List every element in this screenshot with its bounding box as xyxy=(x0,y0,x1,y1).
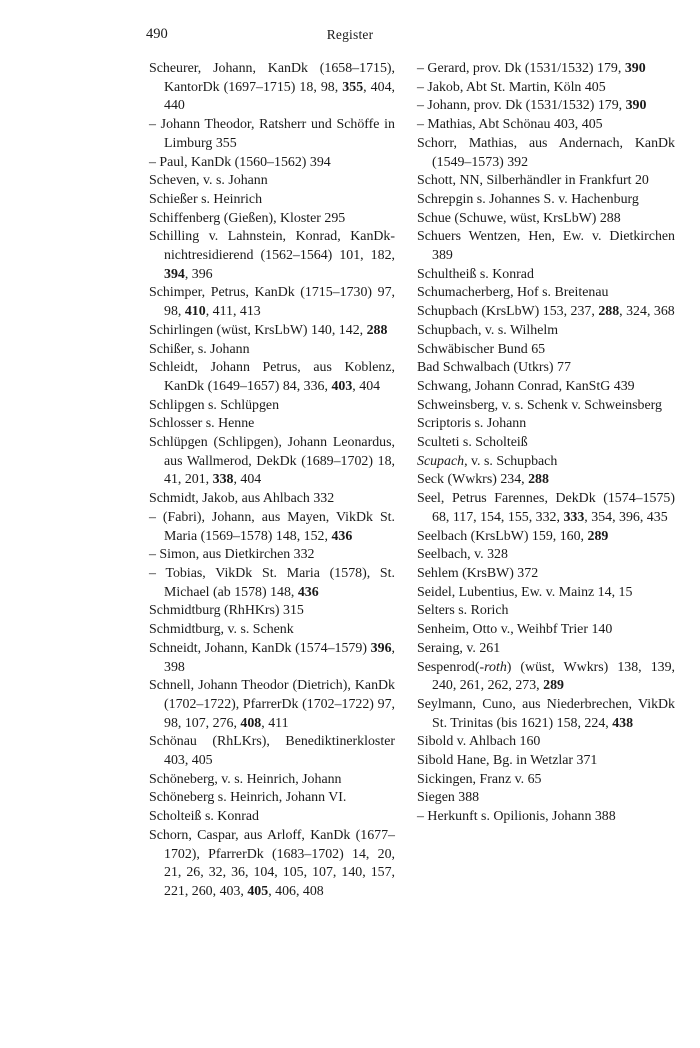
index-entry: Seraing, v. 261 xyxy=(417,640,501,656)
index-entry: Scheurer, Johann, KanDk (1658–1715), KantorDk (1697–1715) 18, 98, 355, 404, 440 xyxy=(149,61,395,114)
index-entry: Seylmann, Cuno, aus Niederbrechen, VikDk St. Trinitas (bis 1621) 158, 224, 438 xyxy=(417,696,675,731)
index-entry: Schilling v. Lahnstein, Konrad, KanDk-nichtresidierend (1562–1564) 101, 182, 394, 396 xyxy=(149,229,395,282)
index-entry: Schmidtburg (RhHKrs) 315 xyxy=(149,603,304,619)
index-entry: Schleidt, Johann Petrus, aus Koblenz, KanDk (1649–1657) 84, 336, 403, 404 xyxy=(149,360,395,394)
index-entry: Schießer s. Heinrich xyxy=(149,191,263,207)
index-entry: Senheim, Otto v., Weihbf Trier 140 xyxy=(417,622,613,638)
index-entry: Scriptoris s. Johann xyxy=(417,416,527,432)
index-entry: – Simon, aus Dietkirchen 332 xyxy=(149,547,315,563)
index-entry: Schlosser s. Henne xyxy=(149,416,255,432)
index-entry: Schupbach, v. s. Wilhelm xyxy=(417,322,559,338)
index-entry: Schmidtburg, v. s. Schenk xyxy=(149,622,294,638)
index-entry: Seck (Wwkrs) 234, 288 xyxy=(417,472,549,488)
index-entry: – Tobias, VikDk St. Maria (1578), St. Michael (ab 1578) 148, 436 xyxy=(149,565,395,600)
index-entry: Schißer, s. Johann xyxy=(149,341,250,357)
index-entry: – Johann, prov. Dk (1531/1532) 179, 390 xyxy=(417,98,647,114)
index-entry: Schlüpgen (Schlipgen), Johann Leonardus, aus Wallmerod, DekDk (1689–1702) 18, 41, 201, 338, 404 xyxy=(149,435,395,488)
index-entry: Seel, Petrus Farennes, DekDk (1574–1575) 68, 117, 154, 155, 332, 333, 354, 396, 435 xyxy=(417,491,675,525)
index-entry: Schiffenberg (Gießen), Kloster 295 xyxy=(149,210,346,226)
index-entry: Schultheiß s. Konrad xyxy=(417,266,534,282)
index-entry: Sespenrod(-roth) (wüst, Wwkrs) 138, 139, 240, 261, 262, 273, 289 xyxy=(417,659,675,694)
index-entry: Seidel, Lubentius, Ew. v. Mainz 14, 15 xyxy=(417,584,633,600)
index-entry: Schnell, Johann Theodor (Dietrich), KanDk (1702–1722), PfarrerDk (1702–1722) 97, 98, 107, 276, 408, 411 xyxy=(149,678,395,731)
index-entry: Scupach, v. s. Schupbach xyxy=(417,453,558,469)
index-entry: Schmidt, Jakob, aus Ahlbach 332 xyxy=(149,491,335,507)
index-entry: – Johann Theodor, Ratsherr und Schöffe in Limburg 355 xyxy=(149,117,395,151)
index-entry: – Paul, KanDk (1560–1562) 394 xyxy=(149,154,331,170)
index-entry: Schöneberg s. Heinrich, Johann VI. xyxy=(149,790,347,806)
index-entry: Schuers Wentzen, Hen, Ew. v. Dietkirchen 389 xyxy=(417,229,675,264)
index-entry: Schönau (RhLKrs), Benediktinerkloster 403, 405 xyxy=(149,734,395,769)
index-entry: Schlipgen s. Schlüpgen xyxy=(149,397,280,413)
index-entry: – Gerard, prov. Dk (1531/1532) 179, 390 xyxy=(417,61,646,76)
index-entry: Schupbach (KrsLbW) 153, 237, 288, 324, 368 xyxy=(417,304,675,320)
index-entry: Sibold v. Ahlbach 160 xyxy=(417,734,541,750)
index-entry: Schimper, Petrus, KanDk (1715–1730) 97, 98, 410, 411, 413 xyxy=(149,285,395,320)
index-entry: Schumacherberg, Hof s. Breitenau xyxy=(417,285,609,301)
index-entry: Schorn, Caspar, aus Arloff, KanDk (1677–1702), PfarrerDk (1683–1702) 14, 20, 21, 26, 32, 36, 104, 105, 107, 140, 157, 221, 260, 403, 405, 406, 408 xyxy=(149,827,395,899)
page-number: 490 xyxy=(146,26,168,42)
index-entry: Sculteti s. Scholteiß xyxy=(417,435,528,451)
index-entry: Schue (Schuwe, wüst, KrsLbW) 288 xyxy=(417,210,621,226)
index-entry: Schrepgin s. Johannes S. v. Hachenburg xyxy=(417,191,639,207)
index-entry: Seelbach, v. 328 xyxy=(417,547,508,563)
index-entry: Selters s. Rorich xyxy=(417,603,509,619)
running-head: Register xyxy=(326,27,374,42)
index-entry: Schwäbischer Bund 65 xyxy=(417,341,546,357)
index-entry: Schweinsberg, v. s. Schenk v. Schweinsberg xyxy=(417,397,662,413)
index-entry: Schwang, Johann Conrad, KanStG 439 xyxy=(417,378,635,394)
index-column-right xyxy=(417,60,675,827)
index-entry: – Herkunft s. Opilionis, Johann 388 xyxy=(417,809,616,825)
index-entry: Sehlem (KrsBW) 372 xyxy=(417,565,539,581)
index-entry: – Mathias, Abt Schönau 403, 405 xyxy=(417,117,603,133)
index-entry: Schneidt, Johann, KanDk (1574–1579) 396, 398 xyxy=(149,640,395,675)
index-entry: Schorr, Mathias, aus Andernach, KanDk (1549–1573) 392 xyxy=(417,135,675,170)
index-entry: Siegen 388 xyxy=(417,790,480,806)
index-entry: Bad Schwalbach (Utkrs) 77 xyxy=(417,360,571,376)
index-entry: Schirlingen (wüst, KrsLbW) 140, 142, 288 xyxy=(149,322,388,338)
index-entry: Scholteiß s. Konrad xyxy=(149,809,259,825)
index-entry: Schöneberg, v. s. Heinrich, Johann xyxy=(149,771,342,787)
index-entry: Seelbach (KrsLbW) 159, 160, 289 xyxy=(417,528,609,544)
index-entry: Scheven, v. s. Johann xyxy=(149,173,268,189)
index-entry: Schott, NN, Silberhändler in Frankfurt 20 xyxy=(417,173,649,189)
index-entry: – Jakob, Abt St. Martin, Köln 405 xyxy=(417,79,606,95)
index-entry: Sickingen, Franz v. 65 xyxy=(417,771,542,787)
index-column-left xyxy=(149,60,395,902)
index-entry: Sibold Hane, Bg. in Wetzlar 371 xyxy=(417,753,598,769)
index-entry: – (Fabri), Johann, aus Mayen, VikDk St. Maria (1569–1578) 148, 152, 436 xyxy=(149,509,395,544)
